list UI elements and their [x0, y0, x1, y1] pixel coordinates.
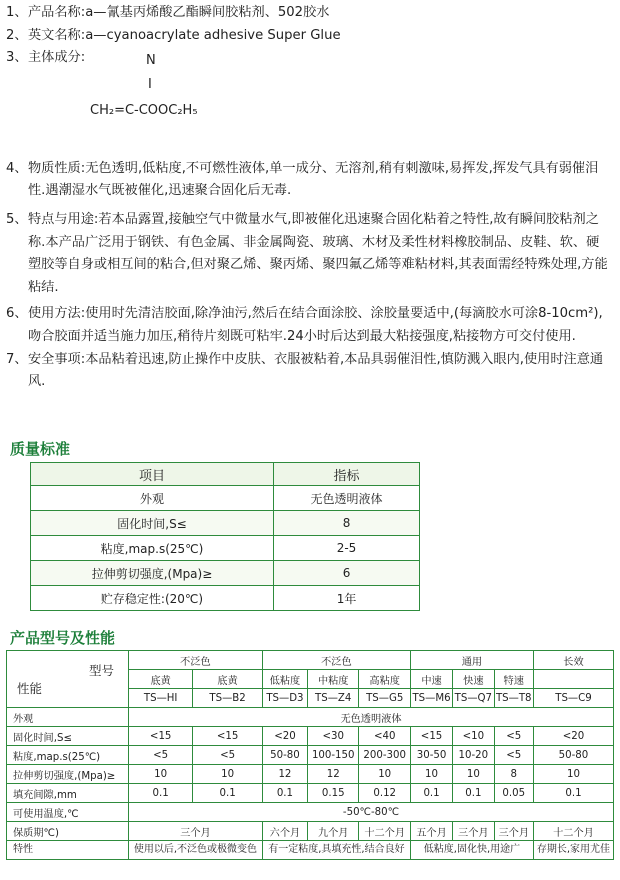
- formula-n: N: [146, 52, 156, 68]
- table-row: 填充间隙,mm 0.1 0.1 0.1 0.15 0.12 0.1 0.1 0.05 0.1: [7, 784, 614, 803]
- corner-cell: 型号 性能: [7, 651, 129, 708]
- intro-item: 7、 安全事项:本品粘着迅速,防止操作中皮肤、衣服被粘着,本品具弱催泪性,慎防溅入眼内,使用时注意通风.: [6, 349, 612, 394]
- intro-item: 5、 特点与用途:若本品露置,接触空气中微量水气,即被催化迅速聚合固化粘着之特性,故有瞬间胶粘剂之称.本产品广泛用于钢铁、有色金属、非金属陶瓷、玻璃、木材及柔性材料橡胶制品、皮鞋、软、硬塑胶等自身或相互间的粘合,但对聚乙烯、聚丙烯、聚四氟乙烯等难粘材料,其表面需经特殊处理,方能粘结.: [6, 209, 612, 299]
- quality-title: 质量标准: [10, 440, 71, 458]
- table-row: 外观 无色透明液体: [31, 486, 420, 511]
- properties: 物质性质:无色透明,低粘度,不可燃性液体,单一成分、无溶剂,稍有刺激味,易挥发,挥发气具有弱催泪性.遇潮湿水气既被催化,迅速聚合固化后无毒.: [28, 160, 599, 199]
- table-row: 拉伸剪切强度,(Mpa)≥ 6: [31, 561, 420, 586]
- intro-item: 6、 使用方法:使用时先清洁胶面,除净油污,然后在结合面涂胶、涂胶量要适中,(每滴胶水可涂8-10cm²),吻合胶面并适当施力加压,稍待片刻既可粘牢.24小时后达到最大粘接强度,粘接物方可交付使用.: [6, 303, 612, 348]
- table-row: 拉伸剪切强度,(Mpa)≥ 10 10 12 12 10 10 10 8 10: [7, 765, 614, 784]
- models-table: [6, 650, 614, 860]
- table-row: 贮存稳定性:(20℃) 1年: [31, 586, 420, 611]
- models-title: 产品型号及性能: [10, 629, 116, 647]
- table-row: 固化时间,S≤ 8: [31, 511, 420, 536]
- table-row: 外观 无色透明液体: [7, 708, 614, 727]
- quality-table: [30, 462, 420, 611]
- usage-method: 使用方法:使用时先清洁胶面,除净油污,然后在结合面涂胶、涂胶量要适中,(每滴胶水可涂8-10cm²),吻合胶面并适当施力加压,稍待片刻既可粘牢.24小时后达到最大粘接强度,粘接物方可交付使用.: [28, 306, 603, 344]
- english-name: 英文名称:a—cyanoacrylate adhesive Super Glue: [28, 27, 341, 43]
- table-row: [7, 651, 614, 670]
- table-header-row: [31, 463, 420, 486]
- safety-notes: 安全事项:本品粘着迅速,防止操作中皮肤、衣服被粘着,本品具弱催泪性,慎防溅入眼内,使用时注意通风.: [28, 351, 604, 390]
- intro-item: 2、 英文名称:a—cyanoacrylate adhesive Super Glue: [6, 25, 612, 48]
- product-name: 产品名称:a—氰基丙烯酸乙酯瞬间胶粘剂、502胶水: [28, 5, 330, 20]
- table-row: TS—HI TS—B2 TS—D3 TS—Z4 TS—G5 TS—M6 TS—Q7 TS—T8 TS—C9: [7, 689, 614, 708]
- group-header: 长效: [533, 651, 613, 670]
- table-row: 粘度,map.s(25℃) 2-5: [31, 536, 420, 561]
- table-row: 特性 使用以后,不泛色或极微变色 有一定粘度,具填充性,结合良好 低粘度,固化快,用途广 存期长,家用尤佳: [7, 841, 614, 860]
- table-row: 底黄 底黄 低粘度 中粘度 高粘度 中速 快速 特速: [7, 670, 614, 689]
- formula-main: CH₂=C-COOC₂H₅: [90, 102, 198, 118]
- group-header: 不泛色: [262, 651, 410, 670]
- features-uses: 特点与用途:若本品露置,接触空气中微量水气,即被催化迅速聚合固化粘着之特性,故有瞬间胶粘剂之称.本产品广泛用于钢铁、有色金属、非金属陶瓷、玻璃、木材及柔性材料橡胶制品、皮鞋、软、硬塑胶等自身或相互间的粘合,但对聚乙烯、聚丙烯、聚四氟乙烯等难粘材料,其表面需经特殊处理,方能粘结.: [28, 211, 608, 295]
- table-row: 保质期℃) 三个月 六个月 九个月 十二个月 五个月 三个月 三个月 十二个月: [7, 822, 614, 841]
- header-item: 项目: [31, 463, 274, 486]
- group-header: 通用: [410, 651, 533, 670]
- intro-section: [6, 2, 612, 394]
- intro-item: 4、 物质性质:无色透明,低粘度,不可燃性液体,单一成分、无溶剂,稍有刺激味,易挥发,挥发气具有弱催泪性.遇潮湿水气既被催化,迅速聚合固化后无毒.: [6, 158, 612, 203]
- table-row: 可使用温度,℃ -50℃-80℃: [7, 803, 614, 822]
- main-component: 主体成分:: [28, 50, 86, 66]
- intro-item: 3、 主体成分:: [6, 47, 612, 70]
- formula-bond: I: [148, 76, 152, 92]
- intro-item: 1、 产品名称:a—氰基丙烯酸乙酯瞬间胶粘剂、502胶水: [6, 2, 612, 25]
- group-header: 不泛色: [129, 651, 263, 670]
- header-spec: 指标: [274, 463, 420, 486]
- table-row: 固化时间,S≤ <15 <15 <20 <30 <40 <15 <10 <5 <20: [7, 727, 614, 746]
- table-row: 粘度,map.s(25℃) <5 <5 50-80 100-150 200-300 30-50 10-20 <5 50-80: [7, 746, 614, 765]
